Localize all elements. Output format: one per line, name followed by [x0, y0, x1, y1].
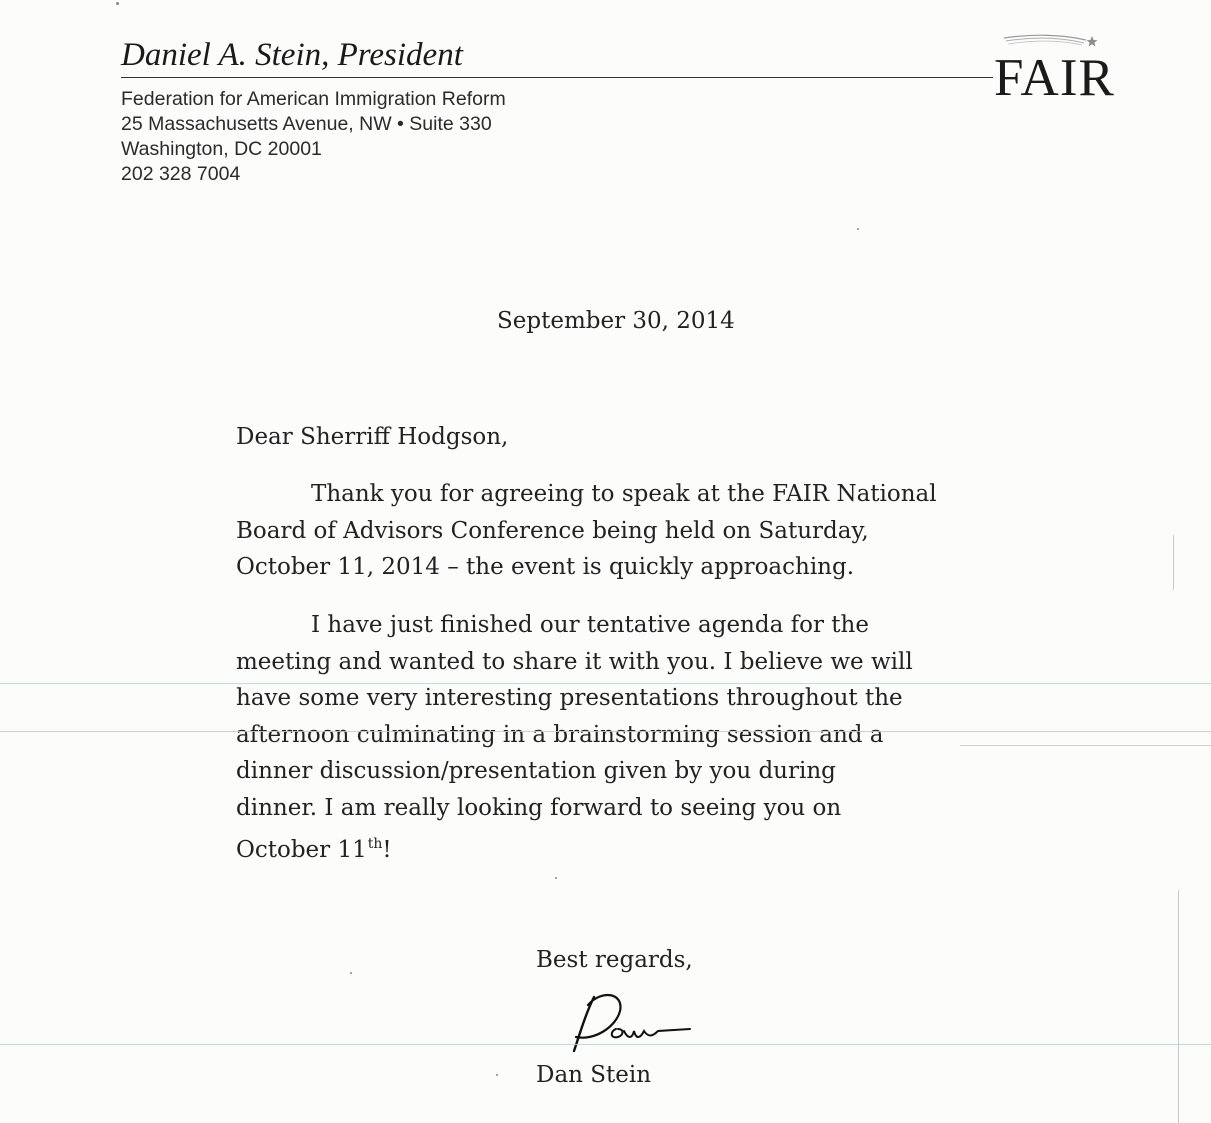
signer-name: Dan Stein — [536, 1062, 652, 1088]
closing: Best regards, — [536, 947, 693, 973]
ordinal-superscript: th — [367, 836, 383, 852]
scan-artifact-line — [0, 1044, 1211, 1045]
paragraph-line: dinner discussion/presentation given by you during — [236, 758, 836, 784]
paragraph-line: Thank you for agreeing to speak at the FAIR National — [311, 481, 937, 507]
paragraph-line: afternoon culminating in a brainstorming session and a — [236, 721, 884, 748]
scan-artifact-line — [960, 745, 1211, 746]
address-line-1: 25 Massachusetts Avenue, NW • Suite 330 — [121, 113, 492, 135]
letterhead-rule — [121, 77, 993, 78]
handwritten-signature — [566, 985, 696, 1057]
flag-star-icon — [1000, 28, 1100, 50]
scan-speck — [116, 2, 119, 5]
paragraph-line: meeting and wanted to share it with you. I believe we will — [236, 648, 913, 675]
president-name: Daniel A. Stein, President — [121, 37, 463, 73]
paragraph-last-line — [236, 826, 1036, 869]
scan-artifact-line — [0, 683, 1211, 684]
scan-speck — [350, 972, 352, 974]
paragraph-line: have some very interesting presentations throughout the — [236, 685, 903, 711]
paragraph-2 — [236, 607, 1036, 869]
scan-speck — [857, 228, 859, 230]
organization-name: Federation for American Immigration Reform — [121, 88, 506, 110]
phone-number: 202 328 7004 — [121, 163, 241, 185]
paragraph-line: dinner. I am really looking forward to seeing you on — [236, 794, 842, 821]
letter-date: September 30, 2014 — [497, 308, 735, 334]
paragraph-1 — [236, 476, 1036, 586]
scan-edge-mark — [1173, 535, 1174, 590]
scan-artifact-line — [0, 731, 1211, 732]
paragraph-line: Board of Advisors Conference being held on Saturday, — [236, 517, 869, 544]
address-line-2: Washington, DC 20001 — [121, 138, 322, 160]
scan-speck — [496, 1074, 498, 1076]
salutation: Dear Sherriff Hodgson, — [236, 424, 509, 450]
logo-text: FAIR — [994, 49, 1115, 107]
scan-speck — [555, 877, 557, 879]
exclamation: ! — [382, 837, 392, 863]
paragraph-line: I have just finished our tentative agenda for the — [311, 612, 869, 638]
scan-edge-mark — [1178, 890, 1179, 1123]
last-line-text: October 11 — [236, 837, 367, 863]
fair-logo — [994, 28, 1139, 108]
paragraph-line: October 11, 2014 – the event is quickly approaching. — [236, 554, 855, 580]
